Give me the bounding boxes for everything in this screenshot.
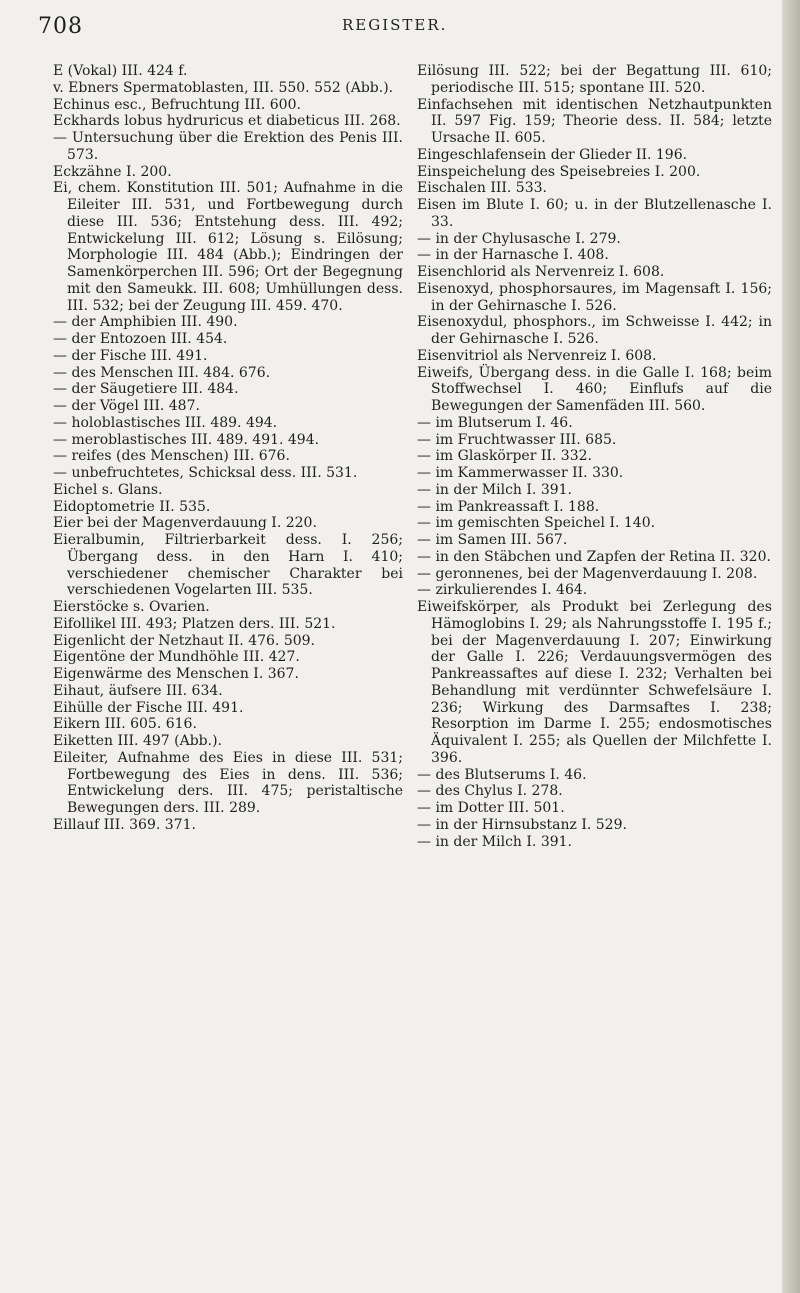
index-entry: Eierstöcke s. Ovarien. — [53, 599, 210, 615]
index-entry: Eifollikel III. 493; Platzen ders. III. 521. — [53, 615, 336, 632]
index-entry: — im Pankreassaft I. 188. — [417, 498, 600, 515]
index-entry: — Untersuchung über die Erektion des Penis III. 573. — [53, 130, 403, 163]
index-entry: Eiketten III. 497 (Abb.). — [53, 733, 222, 749]
index-entry: Eisenvitriol als Nervenreiz I. 608. — [417, 347, 657, 364]
index-entry: — unbefruchtetes, Schicksal dess. III. 531. — [53, 465, 358, 481]
index-entry: — im gemischten Speichel I. 140. — [417, 515, 656, 532]
index-entry: Eidoptometrie II. 535. — [53, 498, 211, 515]
index-entry: — des Menschen III. 484. 676. — [53, 364, 271, 381]
index-entry: — zirkulierendes I. 464. — [417, 582, 588, 599]
index-entry: E (Vokal) III. 424 f. — [53, 63, 188, 79]
index-entry: Eisenoxyd, phosphorsaures, im Magensaft I. 156; in der Gehirnasche I. 526. — [417, 280, 772, 314]
index-entry: — im Samen III. 567. — [417, 532, 568, 548]
index-entry: Eilösung III. 522; bei der Begattung III. 610; periodische III. 515; spontane III. 520. — [417, 63, 772, 96]
index-entry: Eillauf III. 369. 371. — [53, 816, 196, 833]
left-column — [53, 63, 403, 834]
index-entry: Eier bei der Magenverdauung I. 220. — [53, 515, 317, 532]
index-entry: Eichel s. Glans. — [53, 481, 163, 498]
index-entry: — in der Chylusasche I. 279. — [417, 230, 621, 247]
index-entry: — im Dotter III. 501. — [417, 800, 565, 816]
index-entry: Eisenchlorid als Nervenreiz I. 608. — [417, 264, 665, 280]
running-head: REGISTER. — [342, 16, 448, 34]
index-entry: — in der Hirnsubstanz I. 529. — [417, 816, 627, 833]
index-entry: — im Fruchtwasser III. 685. — [417, 431, 617, 448]
index-entry: — im Glaskörper II. 332. — [417, 448, 592, 465]
index-entry: — in den Stäbchen und Zapfen der Retina II. 320. — [417, 548, 771, 565]
index-entry: — im Kammerwasser II. 330. — [417, 465, 624, 481]
index-entry: — in der Harnasche I. 408. — [417, 247, 609, 264]
index-entry: v. Ebners Spermatoblasten, III. 550. 552 (Abb.). — [53, 79, 394, 96]
index-entry: — des Chylus I. 278. — [417, 783, 563, 800]
index-entry: Eckzähne I. 200. — [53, 163, 172, 180]
index-entry: — in der Milch I. 391. — [417, 833, 572, 850]
index-entry: Eiweifskörper, als Produkt bei Zerlegung des Hämoglobins I. 29; als Nahrungsstoffe I. 195 f.; bei der Magenverdauung I. 207; Einwirkung der Galle I. 226; Verdauungsvermögen des Pankreassaftes auf diese I. 232; Verhalten bei Behandlung mit verdünnter Schwefelsäure I. 236; Wirkung des Darmsaftes I. 238; Resorption im Darme I. 255; endosmotisches Äquivalent I. 255; als Quellen der Milchfette I. 396. — [417, 599, 772, 766]
index-entry: — in der Milch I. 391. — [417, 481, 572, 498]
index-entry: — der Säugetiere III. 484. — [53, 381, 239, 398]
index-entry: Eiweifs, Übergang dess. in die Galle I. 168; beim Stoffwechsel I. 460; Einflufs auf die Bewegungen der Samenfäden III. 560. — [417, 364, 772, 414]
index-entry: — der Fische III. 491. — [53, 347, 208, 364]
index-entry: — geronnenes, bei der Magenverdauung I. 208. — [417, 565, 758, 582]
index-entry: — reifes (des Menschen) III. 676. — [53, 448, 290, 465]
index-entry: — der Entozoen III. 454. — [53, 331, 228, 347]
index-entry: Eieralbumin, Filtrierbarkeit dess. I. 256; Übergang dess. in den Harn I. 410; verschiedener chemischer Charakter bei verschiedenen Vogelarten III. 535. — [53, 532, 403, 599]
index-entry: — der Vögel III. 487. — [53, 398, 200, 414]
index-entry: — des Blutserums I. 46. — [417, 766, 587, 783]
index-entry: Eikern III. 605. 616. — [53, 716, 197, 733]
index-entry: — im Blutserum I. 46. — [417, 414, 573, 431]
index-entry: Einspeichelung des Speisebreies I. 200. — [417, 163, 701, 180]
page-edge — [782, 0, 800, 1293]
index-entry: Eigenlicht der Netzhaut II. 476. 509. — [53, 632, 315, 649]
page-number: 708 — [38, 14, 83, 39]
index-entry: Eihülle der Fische III. 491. — [53, 699, 244, 716]
index-entry: — holoblastisches III. 489. 494. — [53, 414, 278, 431]
index-entry: Einfachsehen mit identischen Netzhautpunkten II. 597 Fig. 159; Theorie dess. II. 584; letzte Ursache II. 605. — [417, 96, 772, 146]
index-entry: Eingeschlafensein der Glieder II. 196. — [417, 146, 688, 163]
index-entry: Eisenoxydul, phosphors., im Schweisse I. 442; in der Gehirnasche I. 526. — [417, 314, 772, 347]
index-entry: Eileiter, Aufnahme des Eies in diese III. 531; Fortbewegung des Eies in dens. III. 536; Entwickelung ders. III. 475; peristaltische Bewegungen ders. III. 289. — [53, 749, 403, 816]
index-entry: Eihaut, äufsere III. 634. — [53, 682, 223, 699]
index-entry: — meroblastisches III. 489. 491. 494. — [53, 431, 320, 448]
right-column — [417, 63, 772, 850]
index-entry: Eigentöne der Mundhöhle III. 427. — [53, 649, 300, 666]
index-entry: Eischalen III. 533. — [417, 180, 547, 197]
index-entry: Echinus esc., Befruchtung III. 600. — [53, 96, 301, 113]
index-entry: — der Amphibien III. 490. — [53, 314, 238, 331]
index-entry: Eigenwärme des Menschen I. 367. — [53, 666, 299, 682]
index-entry: Ei, chem. Konstitution III. 501; Aufnahme in die Eileiter III. 531, und Fortbewegung durch diese III. 536; Entstehung dess. III. 492; Entwickelung III. 612; Lösung s. Eilösung; Morphologie III. 484 (Abb.); Eindringen der Samenkörperchen III. 596; Ort der Begegnung mit den Sameukk. III. 608; Umhüllungen dess. III. 532; bei der Zeugung III. 459. 470. — [53, 180, 403, 314]
index-entry: Eisen im Blute I. 60; u. in der Blutzellenasche I. 33. — [417, 197, 772, 230]
index-entry: Eckhards lobus hydruricus et diabeticus III. 268. — [53, 113, 401, 130]
